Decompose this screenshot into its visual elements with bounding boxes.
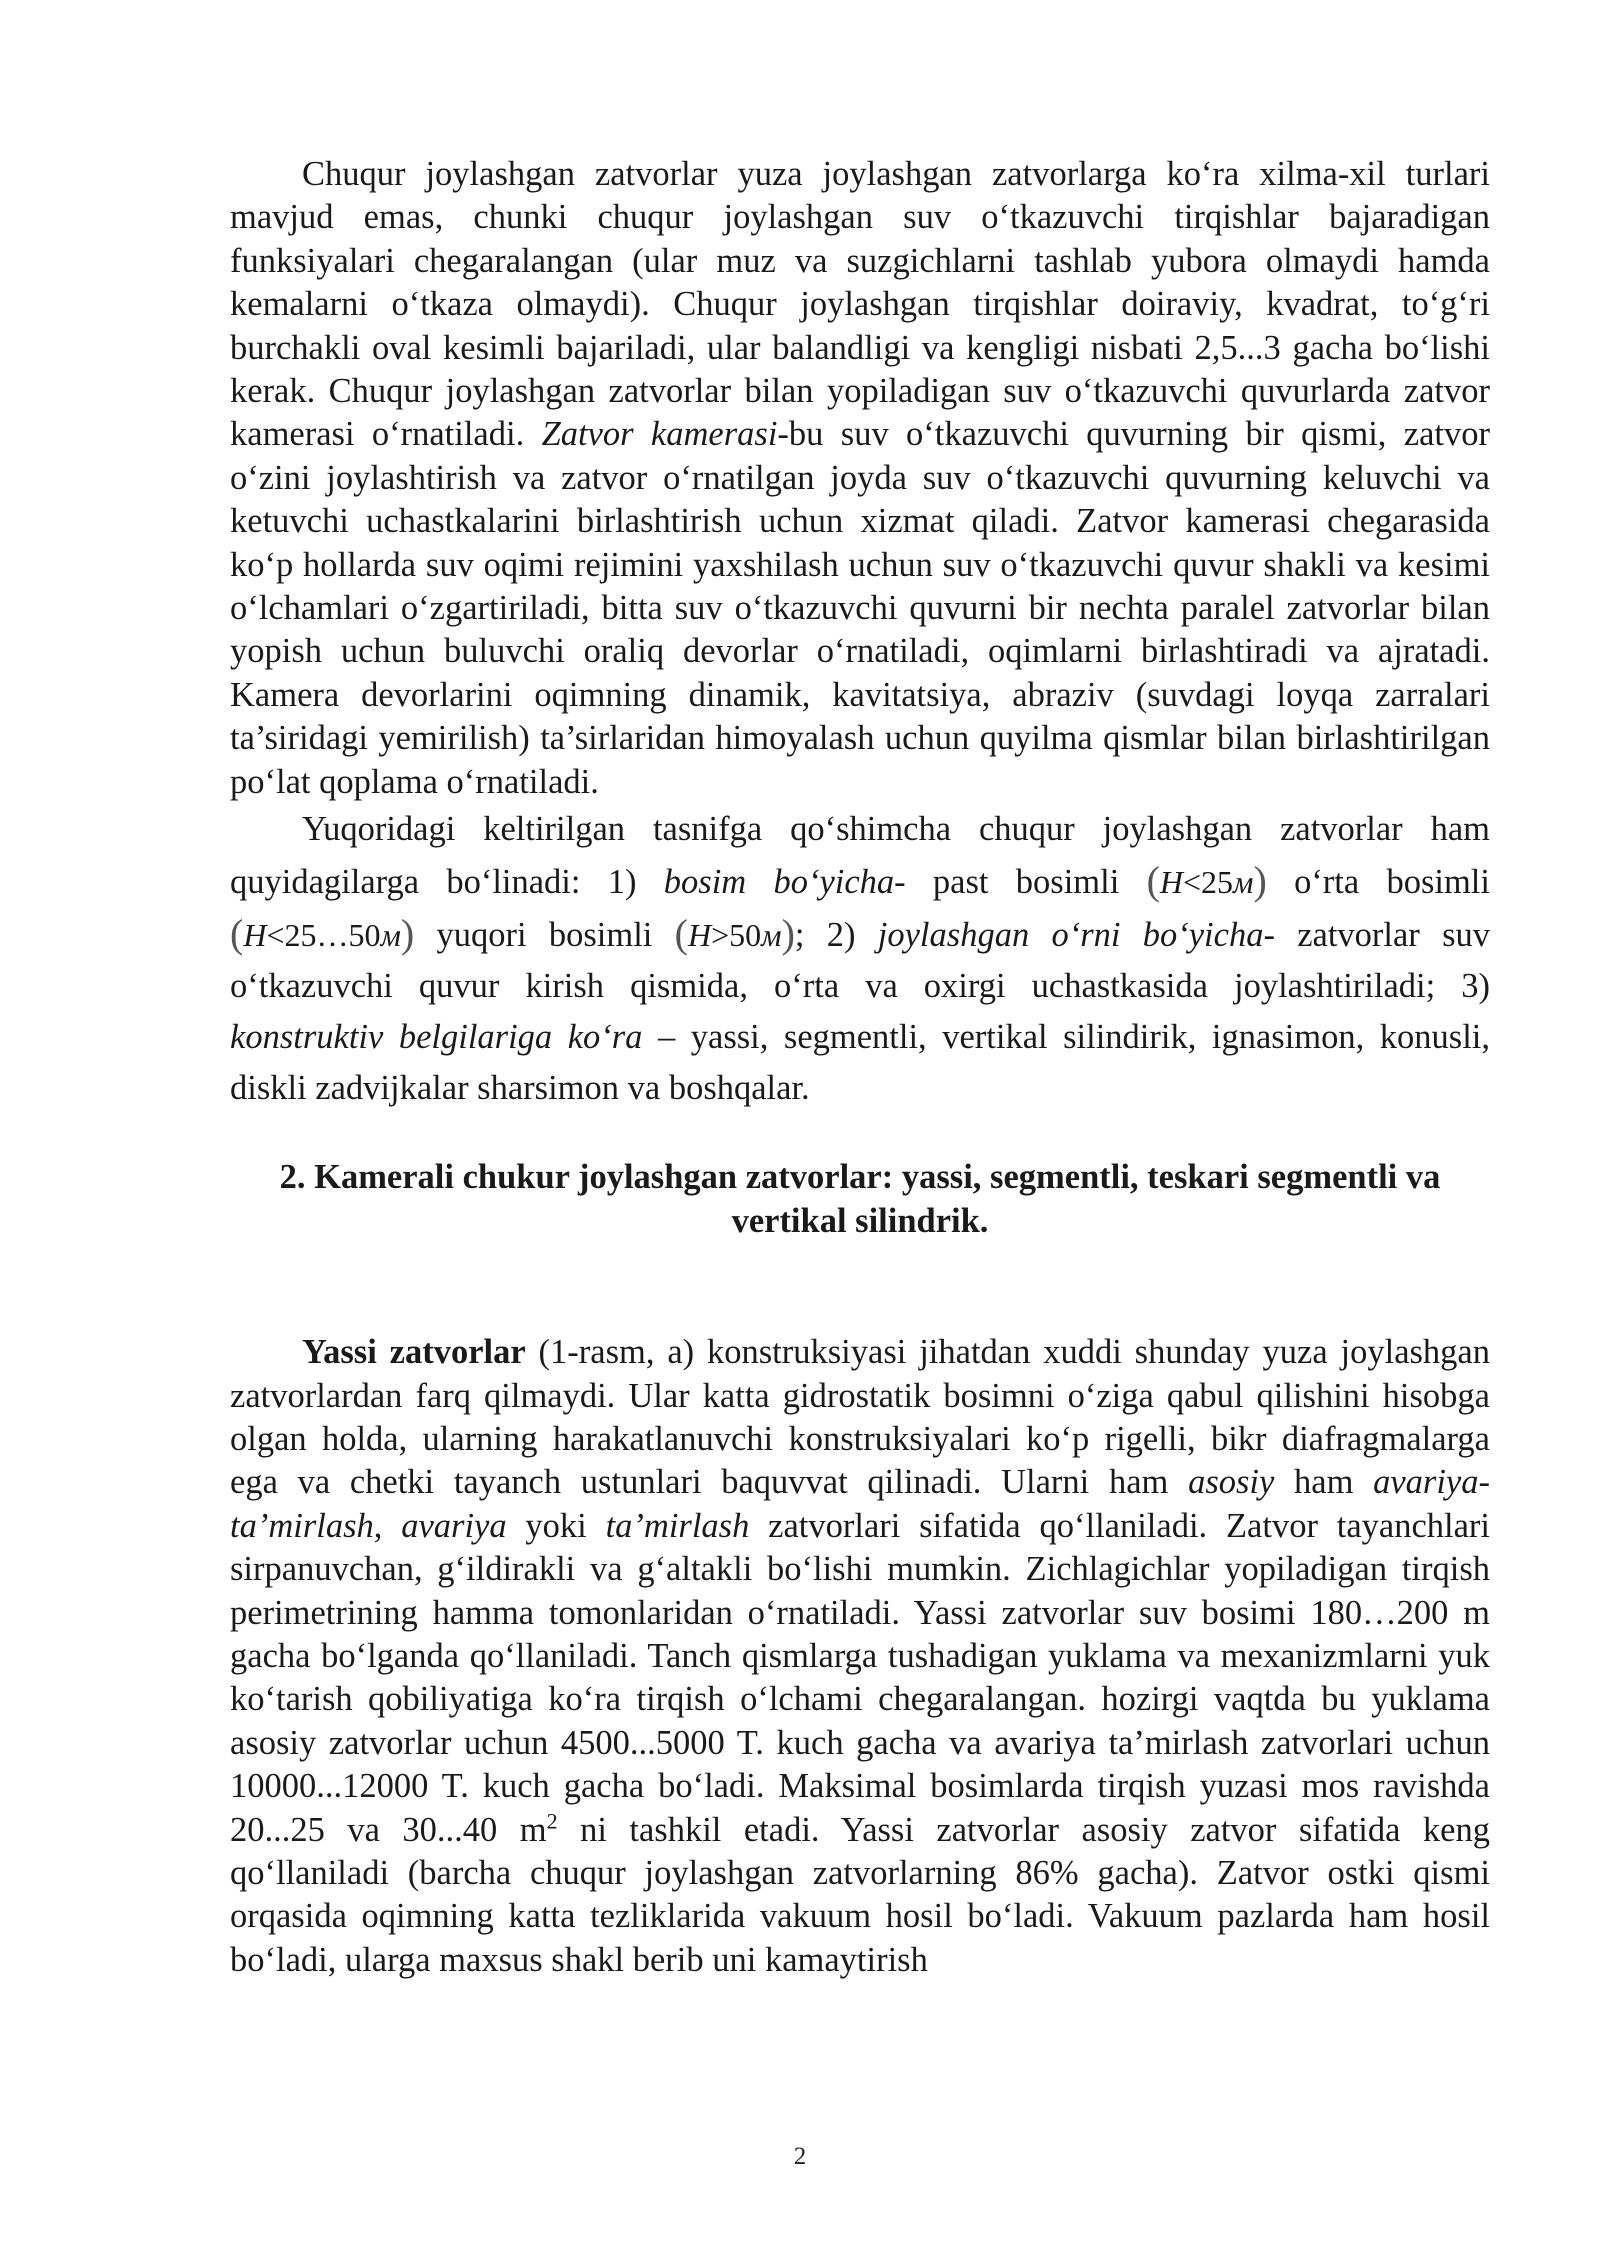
formula-number: 50 (729, 917, 762, 954)
formula-unit: м (761, 917, 782, 954)
text-run: Yuqoridagi keltirilgan tasnifga qo‘shimcha chuqur joylashgan zatvorlar ham quyidagilarga bo‘linadi: 1) (230, 810, 1490, 902)
formula-operator: < (1183, 864, 1202, 901)
formula-operator: > (711, 917, 730, 954)
text-run: yuqori bosimli (414, 916, 675, 955)
superscript: 2 (546, 1808, 558, 1834)
italic-term-by-location: joylashgan o‘rni bo‘yicha- (877, 916, 1275, 955)
text-run: past bosimli (905, 863, 1147, 902)
section-heading: 2. Kamerali chukur joylashgan zatvorlar: yassi, segmentli, teskari segmentli va vertikal silindrik. (279, 1158, 1441, 1241)
formula-unit: м (1233, 864, 1254, 901)
paragraph-flat-gates (230, 1331, 1490, 1982)
formula-low-pressure: (H<25м) (1146, 858, 1267, 904)
term-zatvor-kamerasi: Zatvor kamerasi (541, 415, 778, 454)
formula-medium-pressure: (H<25…50м) (230, 911, 415, 957)
text-run: Chuqur joylashgan zatvorlar yuza joylashgan zatvorlarga ko‘ra xilma-xil turlari mavjud emas, chunki chuqur joylashgan suv o‘tkazuvchi tirqishlar bajaradigan funksiyalari chegaralangan (ular muz va suzgichlarni tashlab yubora olmaydi hamda kemalarni o‘tkaza olmaydi). Chuqur joylashgan tirqishlar doiraviy, kvadrat, to‘g‘ri burchakli oval kesimli bajariladi, ular balandligi va kengligi nisbati 2,5...3 gacha bo‘lishi kerak. Chuqur joylashgan zatvorlar bilan yopiladigan suv o‘tkazuvchi quvurlarda zatvor kamerasi o‘rnatiladi. (230, 155, 1490, 454)
italic-term-tamirlash: ta’mirlash (605, 1506, 750, 1545)
italic-term-asosiy: asosiy (1188, 1463, 1275, 1502)
formula-variable: H (687, 917, 712, 954)
text-run: yoki (506, 1506, 606, 1545)
italic-term-by-pressure: bosim bo‘yicha- (663, 863, 906, 902)
formula-number: 25 (1201, 864, 1234, 901)
italic-term-by-construction: konstruktiv belgilariga ko‘ra (230, 1018, 643, 1057)
page-number: 2 (793, 2143, 807, 2170)
paragraph-gate-chamber (230, 153, 1490, 804)
text-run: -bu suv o‘tkazuvchi quvurning bir qismi, zatvor o‘zini joylashtirish va zatvor o‘rnatilgan joyda suv o‘tkazuvchi quvurning keluvchi va ketuvchi uchastkalarini birlashtirish uchun xizmat qiladi. Zatvor kamerasi chegarasida ko‘p hollarda suv oqimi rejimini yaxshilash uchun suv o‘tkazuvchi quvur shakli va kesimi o‘lchamlari o‘zgartiriladi, bitta suv o‘tkazuvchi quvurni bir nechta paralel zatvorlar bilan yopish uchun buluvchi oraliq devorlar o‘rnatiladi, oqimlarni birlashtiradi va ajratadi. Kamera devorlarini oqimning dinamik, kavitatsiya, abraziv (suvdagi loyqa zarralari ta’siridagi yemirilish) ta’sirlaridan himoyalash uchun quyilma qismlar bilan birlashtirilgan po‘lat qoplama o‘rnatiladi. (230, 415, 1490, 801)
formula-operator: < (266, 917, 285, 954)
text-run: , (373, 1506, 402, 1545)
text-run: ham (1274, 1463, 1374, 1502)
bold-term-yassi-zatvorlar: Yassi zatvorlar (302, 1333, 526, 1372)
text-run: zatvorlar suv o‘tkazuvchi quvur kirish qismida, o‘rta va oxirgi uchastkasida joylashtiriladi; 3) (230, 916, 1491, 1006)
formula-number: 25…50 (284, 917, 381, 954)
text-run: ni tashkil etadi. Yassi zatvorlar asosiy zatvor sifatida keng qo‘llaniladi (barcha chuqur joylashgan zatvorlarning 86% gacha). Zatvor ostki qismi orqasida oqimning katta tezliklarida vakuum hosil bo‘ladi. Vakuum pazlarda ham hosil bo‘ladi, ularga maxsus shakl berib uni kamaytirish (230, 1810, 1490, 1979)
formula-variable: H (243, 917, 267, 954)
text-run: o‘rta bosimli (1266, 863, 1490, 902)
text-run: zatvorlari sifatida qo‘llaniladi. Zatvor tayanchlari sirpanuvchan, g‘ildirakli va g‘altakli bo‘lishi mumkin. Zichlagichlar yopiladigan tirqish perimetrining hamma tomonlaridan o‘rnatiladi. Yassi zatvorlar suv bosimi 180…200 m gacha bo‘lganda qo‘llaniladi. Tanch qismlarga tushadigan yuklama va mexanizmlarni yuk ko‘tarish qobiliyatiga ko‘ra tirqish o‘lchami chegaralangan. hozirgi vaqtda bu yuklama asosiy zatvorlar uchun 4500...5000 T. kuch gacha va avariya ta’mirlash zatvorlari uchun 10000...12000 T. kuch gacha bo‘ladi. Maksimal bosimlarda tirqish yuzasi mos ravishda 20...25 va 30...40 m (230, 1506, 1491, 1849)
italic-term-avariya: avariya (401, 1506, 507, 1545)
document-body (230, 153, 1490, 1982)
text-run: (1-rasm, a) konstruksiyasi jihatdan xuddi shunday yuza joylashgan zatvorlardan farq qilmaydi. Ular katta gidrostatik bosimni o‘ziga qabul qilishini hisobga olgan holda, ularning harakatlanuvchi konstruksiyalari ko‘p rigelli, bikr diafragmalarga ega va chetki tayanch ustunlari baquvvat qilinadi. Ularni ham (230, 1333, 1490, 1502)
paragraph-classification (230, 804, 1490, 1114)
text-run: ; 2) (794, 916, 878, 955)
formula-variable: H (1159, 864, 1183, 901)
spacer (230, 1243, 1490, 1331)
text-run: – yassi, segmentli, vertikal silindirik, ignasimon, konusli, diskli zadvijkalar sharsimon va boshqalar. (230, 1018, 1490, 1108)
formula-unit: м (380, 917, 401, 954)
formula-high-pressure: (H>50м) (674, 911, 795, 957)
italic-term-avariya-tamirlash: avariya-ta’mirlash (230, 1463, 1490, 1545)
